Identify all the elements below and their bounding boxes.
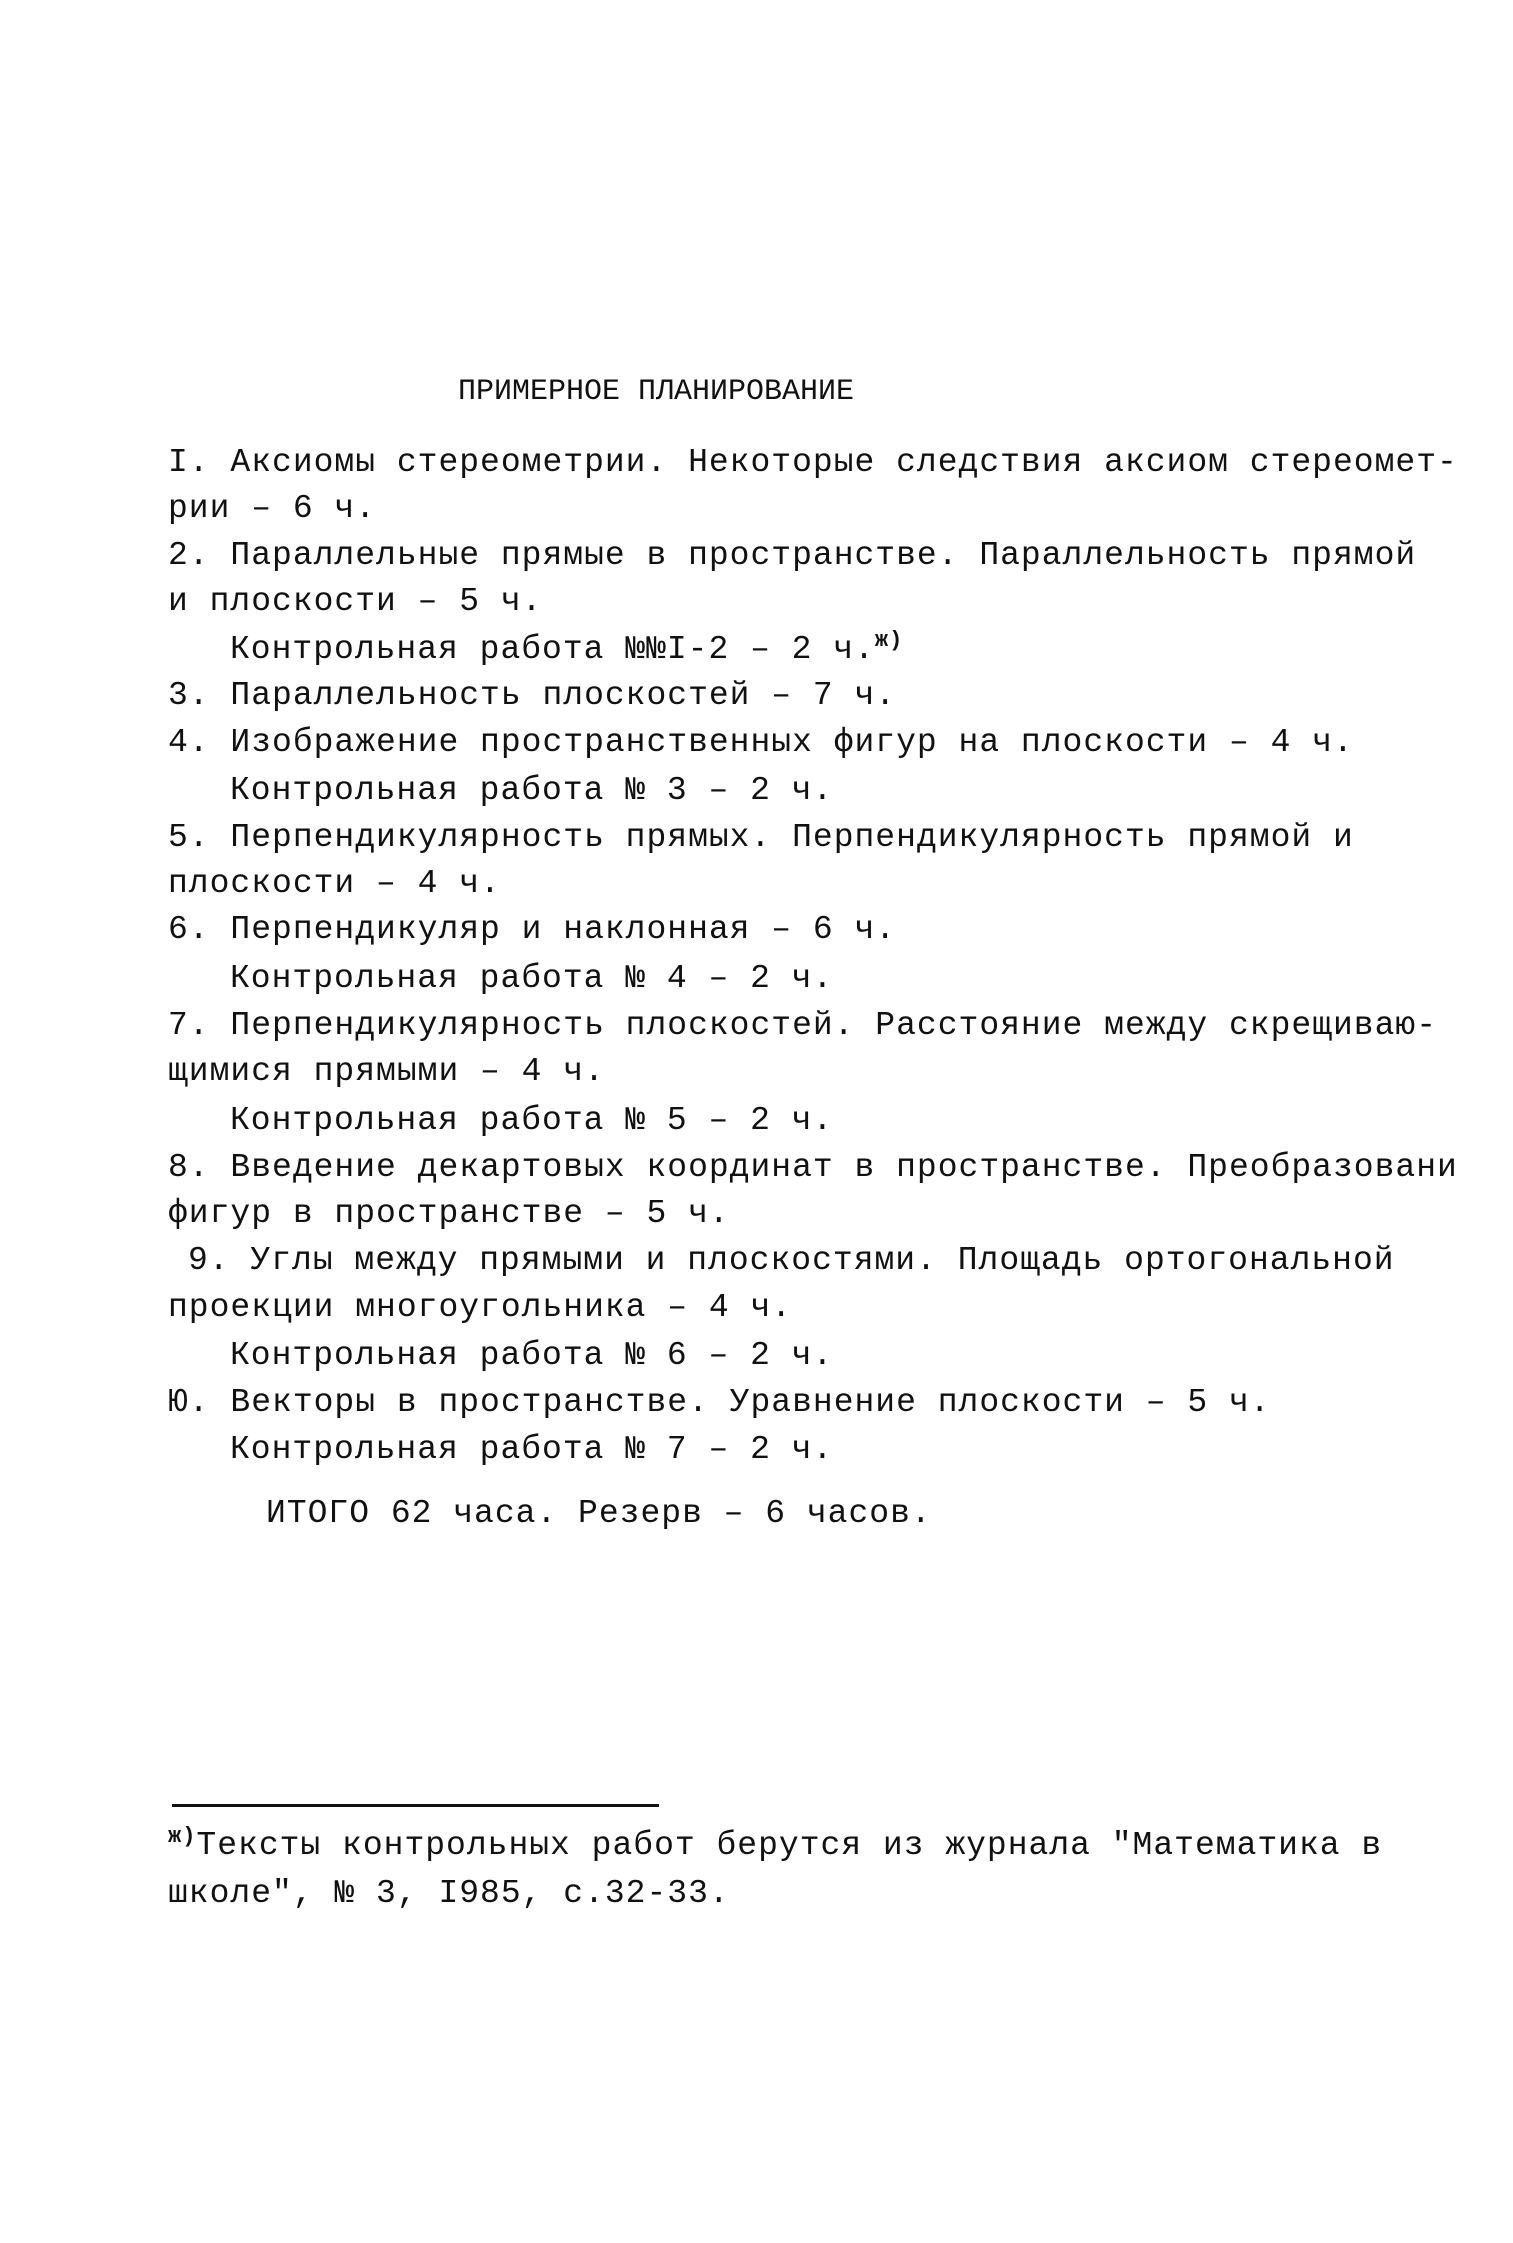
plan-line-16: 8. Введение декартовых координат в пространстве. Преобразовани: [168, 1149, 1458, 1186]
plan-line-13: 7. Перпендикулярность плоскостей. Расстояние между скрещиваю-: [168, 1007, 1437, 1044]
plan-line-11: 6. Перпендикуляр и наклонная – 6 ч.: [168, 911, 897, 948]
plan-line-12: Контрольная работа № 4 – 2 ч.: [230, 960, 834, 997]
plan-line-15: Контрольная работа № 5 – 2 ч.: [230, 1102, 834, 1139]
plan-line-5: [230, 630, 903, 670]
plan-line-14: щимися прямыми – 4 ч.: [168, 1053, 605, 1090]
page-title: ПРИМЕРНОЕ ПЛАНИРОВАНИЕ: [458, 375, 855, 409]
plan-line-4: и плоскости – 5 ч.: [168, 583, 543, 620]
footnote-line-1: [168, 1826, 1382, 1866]
plan-line-1: I. Аксиомы стереометрии. Некоторые следствия аксиом стереомет-: [168, 444, 1458, 481]
plan-line-10: плоскости – 4 ч.: [168, 865, 501, 902]
plan-line-6: 3. Параллельность плоскостей – 7 ч.: [168, 677, 897, 714]
plan-line-22: Контрольная работа № 7 – 2 ч.: [230, 1431, 834, 1468]
footnote-text: Тексты контрольных работ берутся из журнала "Математика в: [196, 1827, 1383, 1864]
plan-line-17: фигур в пространстве – 5 ч.: [168, 1195, 730, 1232]
plan-line-18: 9. Углы между прямыми и плоскостями. Площадь ортогональной: [188, 1242, 1395, 1279]
plan-line-3: 2. Параллельные прямые в пространстве. Параллельность прямой: [168, 537, 1417, 574]
plan-line-9: 5. Перпендикулярность прямых. Перпендикулярность прямой и: [168, 819, 1354, 856]
test-line-text: Контрольная работа №№I-2 – 2 ч.: [230, 631, 875, 668]
plan-line-20: Контрольная работа № 6 – 2 ч.: [230, 1337, 834, 1374]
footnote-line-2: школе", № 3, I985, с.32-33.: [168, 1875, 730, 1912]
footnote-ref: ж): [874, 628, 904, 653]
plan-line-21: Ю. Векторы в пространстве. Уравнение плоскости – 5 ч.: [168, 1384, 1271, 1421]
plan-line-7: 4. Изображение пространственных фигур на плоскости – 4 ч.: [168, 724, 1354, 761]
plan-line-19: проекции многоугольника – 4 ч.: [168, 1289, 793, 1326]
total-line: ИТОГО 62 часа. Резерв – 6 часов.: [266, 1495, 932, 1532]
footnote-divider: [172, 1804, 659, 1807]
plan-line-2: рии – 6 ч.: [168, 490, 377, 527]
footnote-marker: ж): [168, 1824, 197, 1849]
plan-line-8: Контрольная работа № 3 – 2 ч.: [230, 772, 834, 809]
